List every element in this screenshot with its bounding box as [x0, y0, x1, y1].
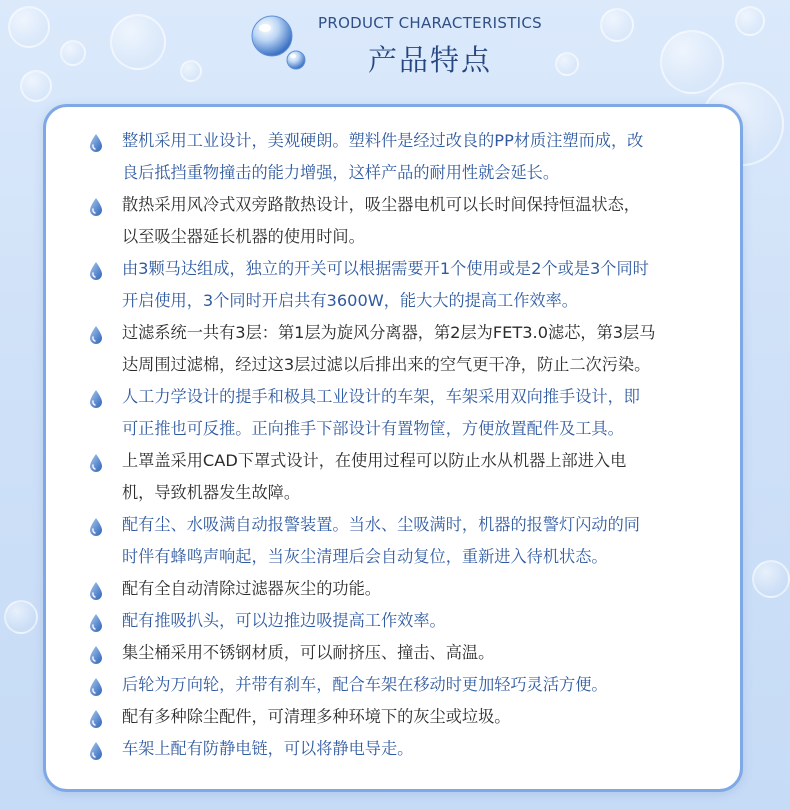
feature-item — [78, 701, 738, 733]
feature-item — [78, 189, 738, 253]
feature-text-line: 配有多种除尘配件，可清理多种环境下的灰尘或垃圾。 — [122, 707, 511, 726]
feature-item — [78, 733, 738, 765]
feature-item — [78, 317, 738, 381]
feature-item — [78, 381, 738, 445]
water-drop-icon — [88, 580, 104, 600]
feature-text-line: 以至吸尘器延长机器的使用时间。 — [122, 227, 365, 246]
feature-text-line: 可正推也可反推。正向推手下部设计有置物筐，方便放置配件及工具。 — [122, 419, 624, 438]
feature-text-line: 后轮为万向轮，并带有刹车，配合车架在移动时更加轻巧灵活方便。 — [122, 675, 608, 694]
feature-text-line: 人工力学设计的提手和极具工业设计的车架，车架采用双向推手设计，即 — [122, 387, 640, 406]
feature-text-line: 配有尘、水吸满自动报警装置。当水、尘吸满时，机器的报警灯闪动的同 — [122, 515, 640, 534]
feature-text-line: 由3颗马达组成，独立的开关可以根据需要开1个使用或是2个或是3个同时 — [122, 259, 649, 278]
water-drop-icon — [88, 132, 104, 152]
feature-item — [78, 573, 738, 605]
feature-item — [78, 669, 738, 701]
feature-text-line: 集尘桶采用不锈钢材质，可以耐挤压、撞击、高温。 — [122, 643, 495, 662]
feature-text-line: 过滤系统一共有3层：第1层为旋风分离器，第2层为FET3.0滤芯，第3层马 — [122, 323, 656, 342]
header-title-chinese: 产品特点 — [367, 43, 492, 77]
feature-text-line: 整机采用工业设计，美观硬朗。塑料件是经过改良的PP材质注塑而成，改 — [122, 131, 644, 150]
feature-text-line: 散热采用风冷式双旁路散热设计，吸尘器电机可以长时间保持恒温状态， — [122, 195, 640, 214]
feature-text-line: 良后抵挡重物撞击的能力增强，这样产品的耐用性就会延长。 — [122, 163, 560, 182]
feature-item — [78, 253, 738, 317]
water-drop-icon — [88, 388, 104, 408]
feature-text-line: 开启使用，3个同时开启共有3600W，能大大的提高工作效率。 — [122, 291, 578, 310]
water-drop-icon — [88, 196, 104, 216]
water-drop-icon — [88, 740, 104, 760]
feature-text-line: 机，导致机器发生故障。 — [122, 483, 301, 502]
water-drop-icon — [88, 644, 104, 664]
water-drop-icon — [88, 612, 104, 632]
page-header — [0, 0, 790, 100]
water-drop-icon — [88, 708, 104, 728]
feature-item — [78, 605, 738, 637]
feature-text-line: 配有全自动清除过滤器灰尘的功能。 — [122, 579, 381, 598]
feature-text-line: 上罩盖采用CAD下罩式设计，在使用过程可以防止水从机器上部进入电 — [122, 451, 627, 470]
feature-text-line: 配有推吸扒头，可以边推边吸提高工作效率。 — [122, 611, 446, 630]
water-drop-icon — [88, 260, 104, 280]
feature-text-line: 达周围过滤棉，经过这3层过滤以后排出来的空气更干净，防止二次污染。 — [122, 355, 651, 374]
feature-item — [78, 445, 738, 509]
water-drop-icon — [88, 452, 104, 472]
feature-text-line: 车架上配有防静电链，可以将静电导走。 — [122, 739, 414, 758]
feature-list — [78, 125, 738, 765]
background-bubble — [752, 560, 790, 598]
header-title-english: PRODUCT CHARACTERISTICS — [318, 14, 542, 32]
feature-item — [78, 509, 738, 573]
feature-text-line: 时伴有蜂鸣声响起，当灰尘清理后会自动复位，重新进入待机状态。 — [122, 547, 608, 566]
water-drop-icon — [88, 324, 104, 344]
background-bubble — [4, 600, 38, 634]
feature-item — [78, 637, 738, 669]
water-drop-icon — [88, 676, 104, 696]
water-drop-icon — [88, 516, 104, 536]
features-card — [43, 104, 743, 792]
feature-item — [78, 125, 738, 189]
